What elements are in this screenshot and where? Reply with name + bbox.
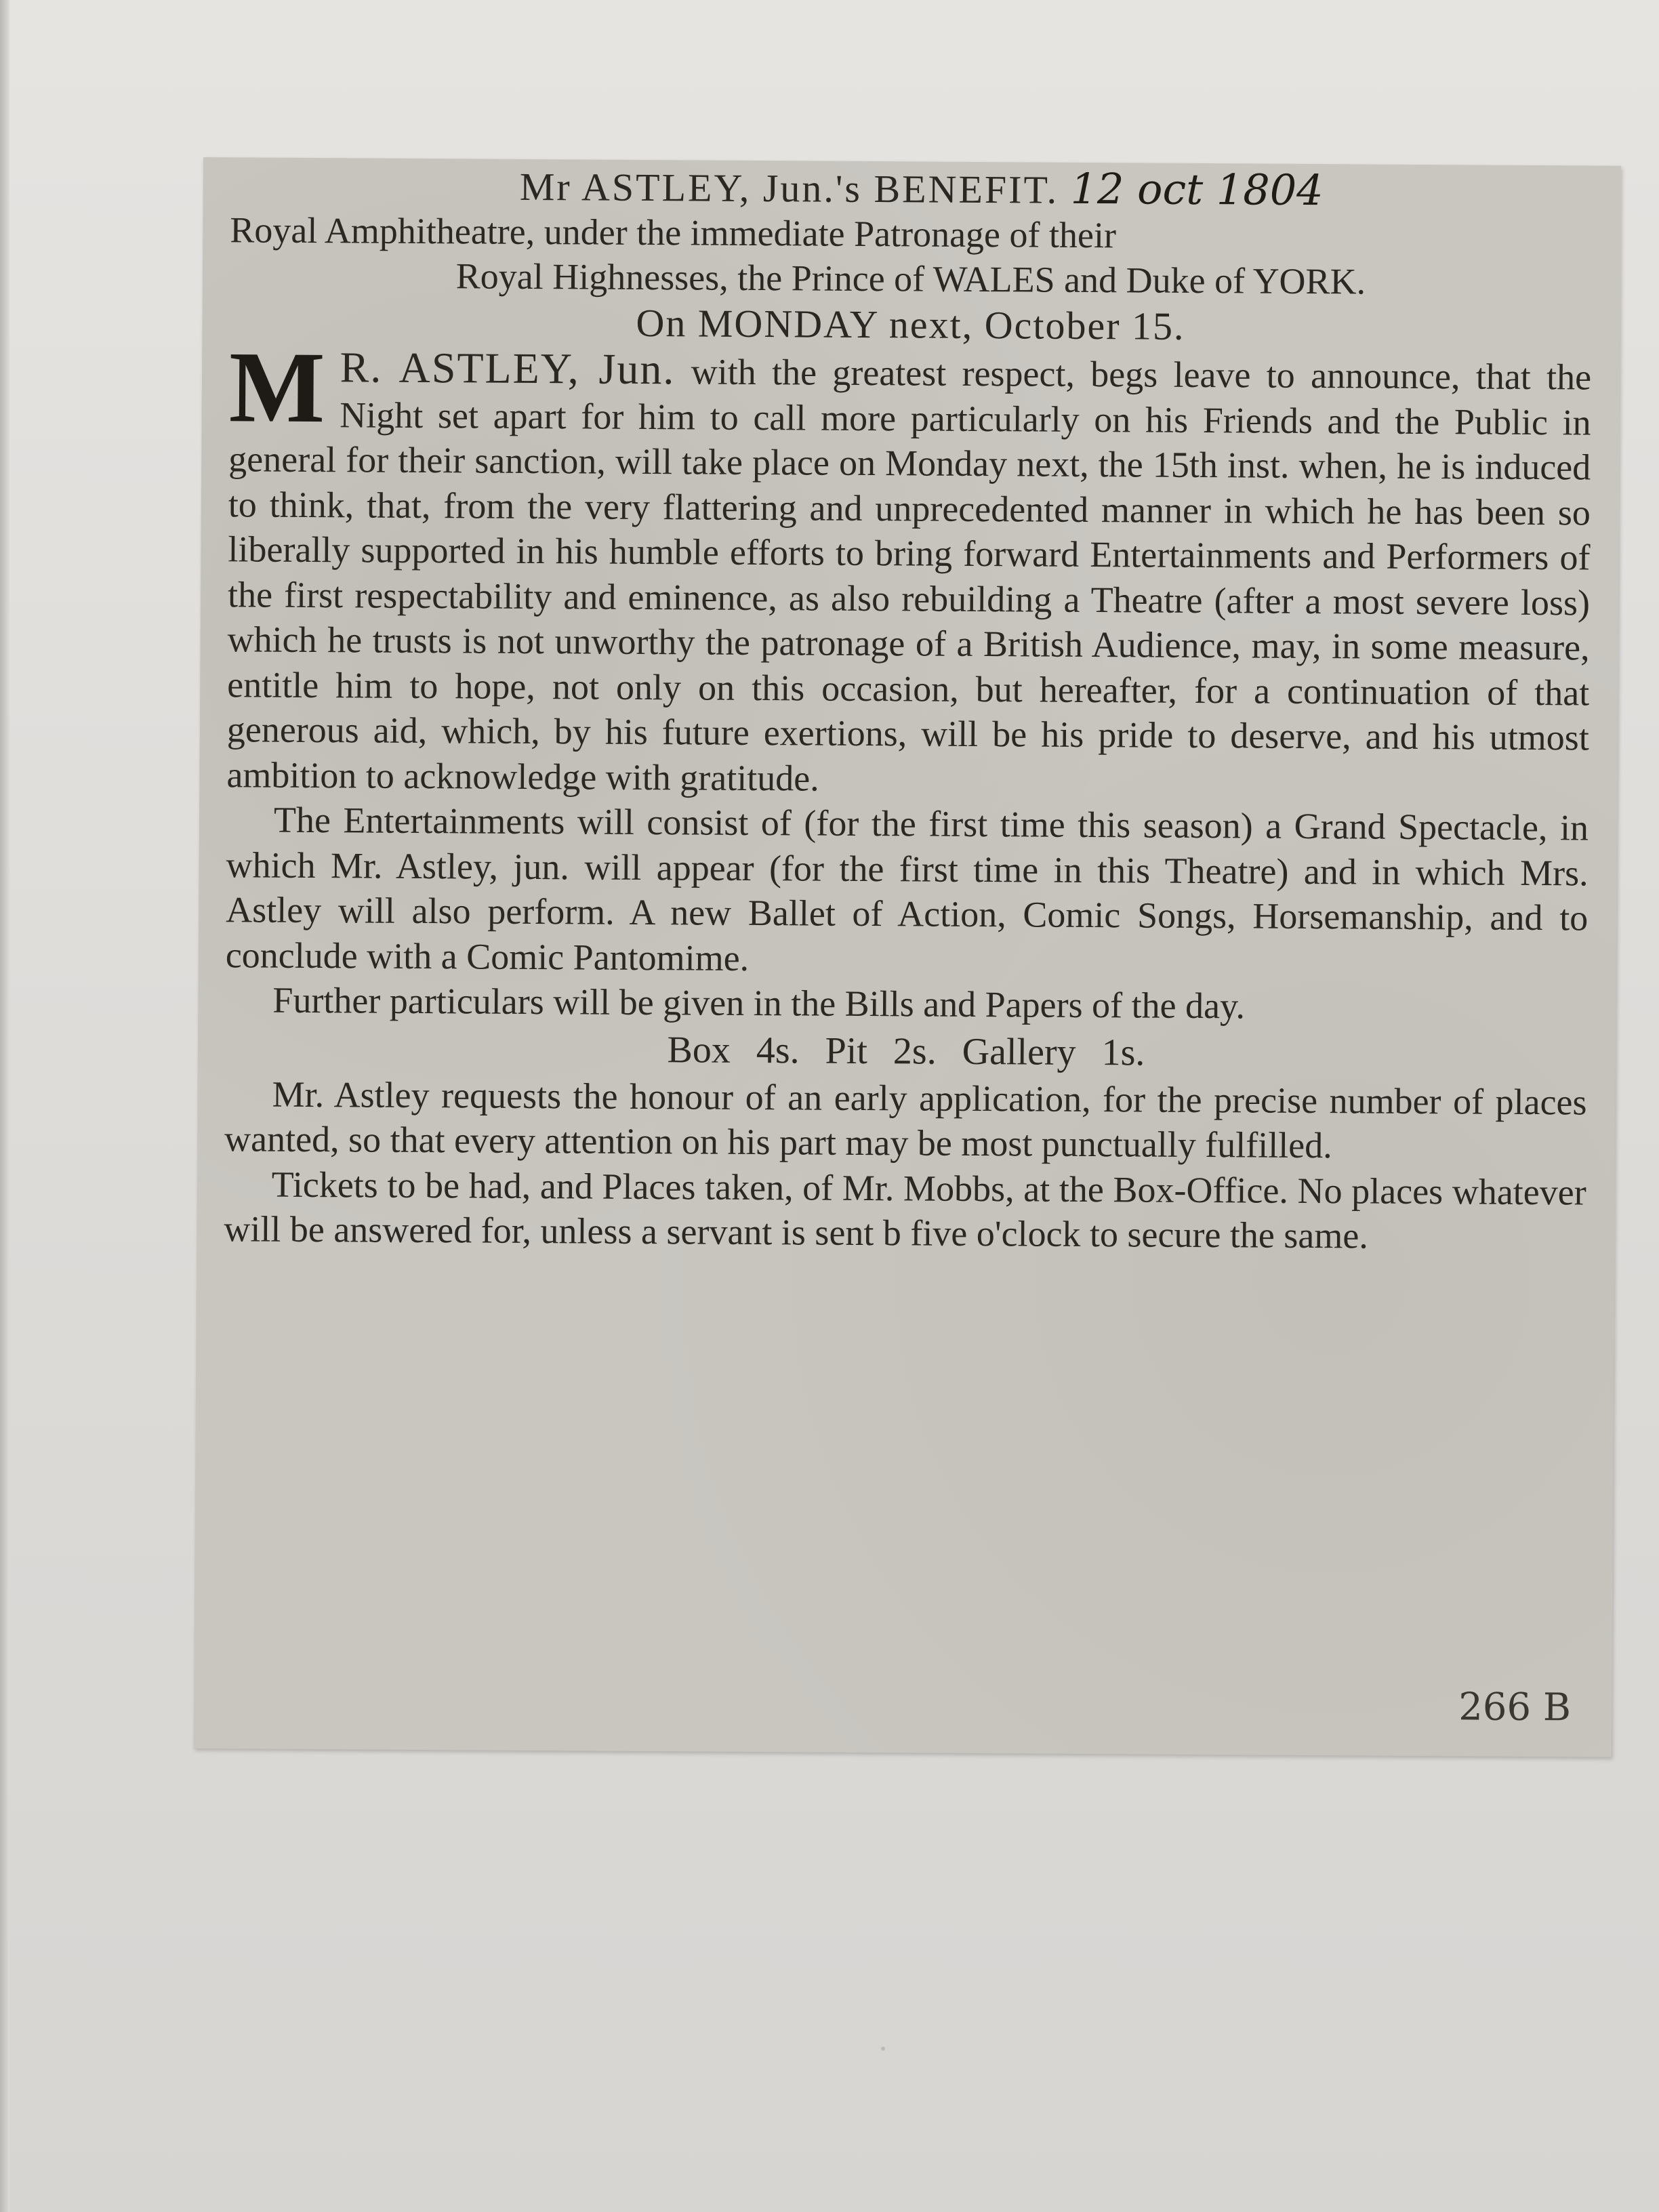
paragraph-1 (226, 331, 1592, 805)
paragraph-1-text: with the greatest respect, begs leave to announce, that the Night set apart for him to call more particularly on his Friends and the Public in general for their sanction, will take place on Monday next, the 15th inst. when, he is induced to think, that, from the very flattering and unprecedented manner in which he has been so liberally supported in his humble efforts to bring forward Entertainments and Performers of the first respectability and eminence, as also rebuilding a Theatre (after a most severe loss) which he trusts is not unworthy the patronage of a British Audience, may, in some measure, entitle him to hope, not only on this occasion, but hereafter, for a continuation of that generous aid, which, by his future exertions, will be his pride to deserve, and his utmost ambition to acknowledge with gratitude. (226, 351, 1592, 799)
advert-title-line (251, 161, 1593, 216)
paragraph-4: Mr. Astley requests the honour of an early application, for the precise number of places wanted, so that every attention on his part may be most punctually fulfilled. (224, 1073, 1587, 1166)
advert-subtitle-2: Royal Highnesses, the Prince of WALES and Duke of YORK. (455, 255, 1366, 302)
advert-date-line: On MONDAY next, October 15. (636, 300, 1185, 348)
paragraph-2: The Entertainments will consist of (for the first time this season) a Grand Spectacle, in which Mr. Astley, jun. will appear (for the first time in this Theatre) and in which Mrs. Astley will also perform. A new Ballet of Action, Comic Songs, Horsemanship, and to conclude with a Comic Pantomime. (225, 799, 1589, 979)
drop-cap: M (228, 331, 326, 445)
newspaper-clipping (194, 157, 1621, 1757)
reference-number: 266 B (1458, 1685, 1572, 1730)
page-left-edge (0, 0, 9, 2212)
lead-words: R. ASTLEY, Jun. (340, 343, 676, 394)
handwritten-date: 12 oct 1804 (1070, 163, 1324, 216)
page-speck (881, 2047, 885, 2051)
advert-title: Mr ASTLEY, Jun.'s BENEFIT. (519, 164, 1059, 212)
advert-subtitle-1: Royal Amphitheatre, under the immediate Patronage of their (230, 209, 1117, 256)
paragraph-3: Further particulars will be given in the Bills and Papers of the day. (272, 979, 1246, 1027)
clipping-text (224, 161, 1593, 1260)
ticket-prices: Box 4s. Pit 2s. Gallery 1s. (667, 1028, 1145, 1074)
paragraph-5: Tickets to be had, and Places taken, of Mr. Mobbs, at the Box-Office. No places whatever will be answered for, unless a servant is sent b five o'clock to secure the same. (224, 1164, 1586, 1256)
